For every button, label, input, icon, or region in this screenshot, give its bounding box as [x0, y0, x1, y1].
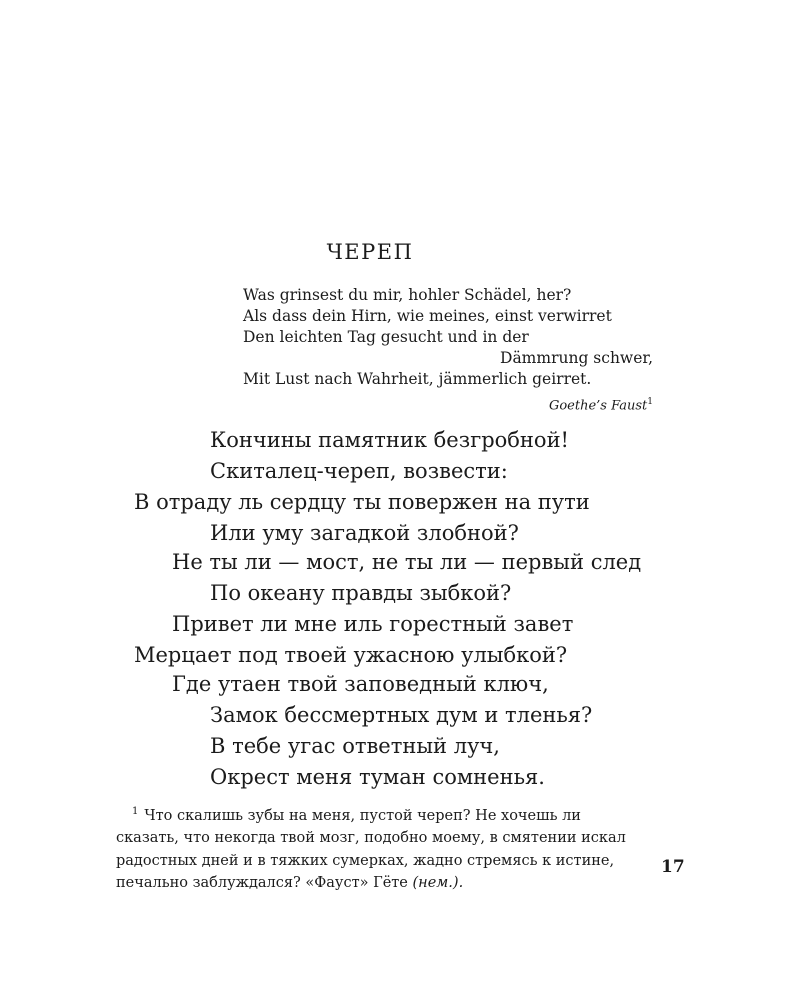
epigraph-line: Als dass dein Hirn, wie meines, einst verwirret	[243, 307, 612, 325]
epigraph	[243, 285, 653, 416]
verse-line: Замок бессмертных дум и тленья?	[210, 703, 593, 727]
stanza-1	[0, 425, 800, 549]
poem-title: ЧЕРЕП	[326, 240, 414, 264]
epigraph-line: Was grinsest du mir, hohler Schädel, her?	[243, 286, 572, 304]
verse-line: По океану правды зыбкой?	[210, 581, 512, 605]
verse-line: Где утаен твой заповедный ключ,	[172, 672, 549, 696]
verse-line: Кончины памятник безгробной!	[210, 428, 569, 452]
epigraph-line: Den leichten Tag gesucht und in der	[243, 328, 529, 346]
page-number: 17	[661, 857, 685, 877]
verse-line: Привет ли мне иль горестный завет	[172, 612, 574, 636]
epigraph-line: Dämmrung schwer,	[500, 349, 653, 367]
footnote-text: Что скалишь зубы на меня, пустой череп? Не хочешь ли	[144, 807, 581, 824]
verse-line: В отраду ль сердцу ты повержен на пути	[134, 490, 590, 514]
verse-line: Окрест меня туман сомненья.	[210, 765, 545, 789]
verse-line: Скиталец-череп, возвести:	[210, 459, 508, 483]
footnote-text: печально заблуждался? «Фауст» Гёте	[116, 875, 408, 892]
footnote-line: радостных дней и в тяжких сумерках, жадно стремясь к истине,	[116, 852, 615, 869]
footnote-line: сказать, что некогда твой мозг, подобно моему, в смятении искал	[116, 830, 626, 847]
footnote-language-note: (нем.).	[412, 875, 464, 892]
stanza-3	[0, 669, 800, 793]
footnote-mark: 1	[132, 806, 139, 817]
epigraph-line: Mit Lust nach Wahrheit, jämmerlich geirret.	[243, 370, 592, 388]
footnote	[116, 801, 646, 895]
footnote-line	[116, 801, 646, 827]
verse-line: Не ты ли — мост, не ты ли — первый след	[172, 550, 642, 574]
verse-line: В тебе угас ответный луч,	[210, 734, 500, 758]
epigraph-source-text: Goethe’s Faust	[548, 398, 648, 414]
stanza-2	[0, 547, 800, 671]
verse-line: Или уму загадкой злобной?	[210, 521, 519, 545]
verse-line: Мерцает под твоей ужасною улыбкой?	[134, 643, 568, 667]
footnote-reference: 1	[647, 397, 653, 407]
epigraph-source	[243, 392, 653, 416]
footnote-line	[116, 872, 646, 895]
